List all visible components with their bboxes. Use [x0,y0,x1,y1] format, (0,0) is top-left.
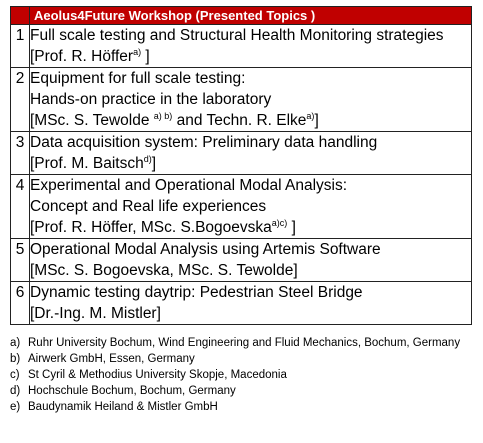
topic-line-text: Data acquisition system: Preliminary data handling [30,134,378,151]
affiliation-marker: a) [306,110,315,121]
topic-number: 1 [11,25,30,68]
topic-line-text: [MSc. S. Bogoevska, MSc. S. Tewolde] [30,262,298,279]
topic-row [11,25,472,68]
topic-line-text: Hands-on practice in the laboratory [30,91,272,108]
topic-text [30,239,472,282]
topic-line-text: Full scale testing and Structural Health Monitoring strategies [30,27,444,44]
topic-number: 2 [11,68,30,132]
footnote-text: Hochschule Bochum, Bochum, Germany [28,385,236,397]
footnote-key: e) [10,401,21,413]
topic-line-text: Experimental and Operational Modal Analysis: [30,177,348,194]
spacer [10,325,472,335]
footnote-key: c) [10,369,20,381]
topic-line [30,153,471,174]
topic-line [30,239,471,260]
topic-line-text: ] [141,48,150,65]
footnote-item [10,367,472,383]
topic-number: 4 [11,175,30,239]
topic-number: 3 [11,132,30,175]
topic-text [30,175,472,239]
topic-line-text: [Dr.-Ing. M. Mistler] [30,305,161,322]
table-header-row [11,7,472,25]
footnote-key: a) [10,337,21,349]
footnote-item [10,383,472,399]
topic-line [30,25,471,46]
footnote-key: d) [10,385,21,397]
topic-row [11,68,472,132]
footnote-item [10,351,472,367]
footnote-text: Airwerk GmbH, Essen, Germany [28,353,195,365]
topic-text [30,68,472,132]
affiliation-marker: d) [143,153,152,164]
topic-line [30,132,471,153]
topic-line [30,46,471,67]
header-number-cell [11,7,30,25]
topic-line [30,175,471,196]
topic-line-text: and Techn. R. Elke [172,112,307,129]
topic-line [30,217,471,238]
topic-line-text: [Prof. R. Höffer, MSc. S.Bogoevska [30,219,272,236]
topic-line-text: Equipment for full scale testing: [30,70,246,87]
footnote-text: St Cyril & Methodius University Skopje, Macedonia [28,369,287,381]
topic-row [11,132,472,175]
footnotes-list [10,335,472,415]
topic-line [30,282,471,303]
footnote-text: Baudynamik Heiland & Mistler GmbH [28,401,218,413]
topic-line-text: [MSc. S. Tewolde [30,112,154,129]
topic-line [30,110,471,131]
topic-line-text: ] [314,112,319,129]
footnote-item [10,335,472,351]
topic-text [30,132,472,175]
topic-text [30,25,472,68]
topic-number: 5 [11,239,30,282]
topics-table [10,6,472,325]
table-title: Aeolus4Future Workshop (Presented Topics ) [30,7,472,25]
topic-row [11,282,472,325]
affiliation-marker: a) [133,46,142,57]
footnote-item [10,399,472,415]
topic-line-text: Dynamic testing daytrip: Pedestrian Steel Bridge [30,284,363,301]
footnote-text: Ruhr University Bochum, Wind Engineering and Fluid Mechanics, Bochum, Germany [28,337,461,349]
footnote-key: b) [10,353,21,365]
topic-line-text: ] [151,155,157,172]
topic-line [30,260,471,281]
affiliation-marker: a) b) [153,110,173,121]
topic-line-text: [Prof. R. Höffer [30,48,134,65]
topic-line [30,89,471,110]
topic-line [30,303,471,324]
topic-line-text: [Prof. M. Baitsch [30,155,144,172]
topic-row [11,239,472,282]
topic-line-text: Operational Modal Analysis using Artemis Software [30,241,381,258]
topic-line [30,196,471,217]
workshop-document [10,6,472,415]
topic-line [30,68,471,89]
topic-text [30,282,472,325]
topic-line-text: ] [287,219,296,236]
topic-line-text: Concept and Real life experiences [30,198,267,215]
affiliation-marker: a)c) [271,217,288,228]
topic-number: 6 [11,282,30,325]
topic-row [11,175,472,239]
